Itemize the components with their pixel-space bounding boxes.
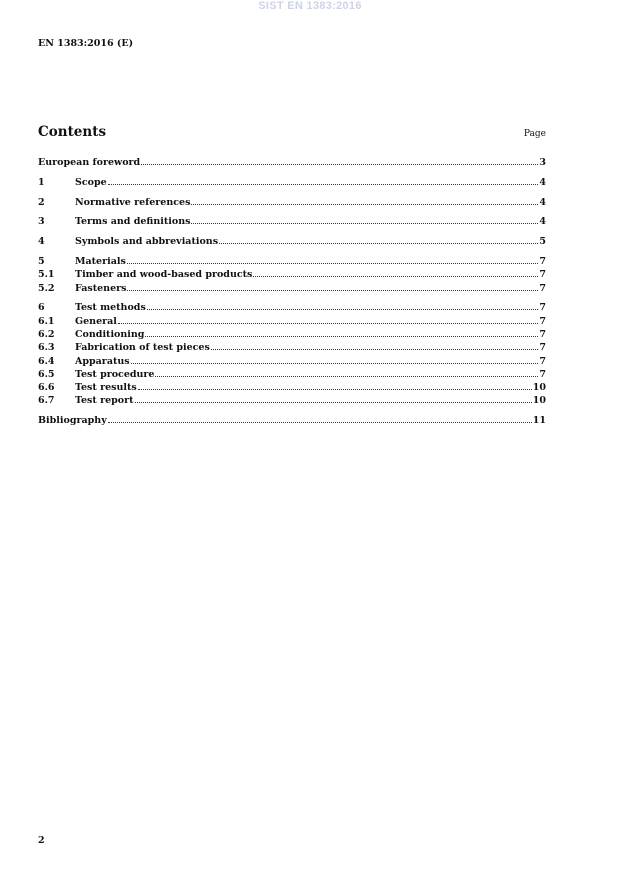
watermark: SIST EN 1383:2016 — [258, 0, 362, 12]
toc-entry-1[interactable] — [38, 176, 546, 189]
toc-entry-title: Terms and definitions — [75, 216, 191, 228]
toc-entry-6-5[interactable] — [38, 368, 546, 381]
toc-entry-number: 6.5 — [38, 368, 55, 380]
toc-entry-page: 4 — [539, 196, 546, 208]
toc-entry-6-6[interactable] — [38, 381, 546, 394]
toc-entry-number: 2 — [38, 196, 45, 208]
toc-entry-page: 7 — [539, 315, 546, 327]
toc-entry-4[interactable] — [38, 235, 546, 248]
toc-entry-foreword[interactable] — [38, 156, 546, 169]
dot-leader — [118, 322, 538, 324]
toc-entry-title: Symbols and abbreviations — [75, 236, 219, 248]
toc-entry-page: 7 — [539, 269, 546, 281]
toc-entry-title: Fasteners — [75, 282, 127, 294]
toc-entry-title: European foreword — [38, 157, 141, 168]
toc-entry-title: Bibliography — [38, 415, 107, 427]
dot-leader — [127, 262, 539, 264]
toc-entry-bibliography[interactable] — [38, 414, 546, 427]
toc-entry-page: 7 — [539, 342, 546, 354]
toc-entry-number: 6.7 — [38, 395, 55, 407]
toc-entry-title: Test procedure — [75, 368, 155, 380]
toc-entry-number: 5 — [38, 255, 45, 267]
dot-leader — [127, 289, 538, 291]
toc-entry-page: 7 — [539, 368, 546, 380]
toc-entry-2[interactable] — [38, 196, 546, 209]
dot-leader — [138, 388, 532, 390]
toc-entry-6-1[interactable] — [38, 315, 546, 328]
toc-entry-number: 5.1 — [38, 269, 55, 281]
table-of-contents — [38, 156, 546, 428]
toc-entry-3[interactable] — [38, 215, 546, 228]
toc-entry-title: Normative references — [75, 196, 191, 208]
toc-entry-number: 6 — [38, 302, 45, 314]
toc-entry-title: Test methods — [75, 302, 146, 314]
dot-leader — [108, 421, 532, 423]
dot-leader — [211, 348, 539, 350]
toc-entry-6-3[interactable] — [38, 341, 546, 354]
toc-entry-number: 5.2 — [38, 282, 55, 294]
toc-entry-page: 5 — [539, 236, 546, 248]
toc-entry-title: Test report — [75, 395, 134, 407]
contents-header — [38, 124, 546, 140]
toc-entry-number: 6.2 — [38, 328, 55, 340]
toc-entry-page: 7 — [539, 302, 546, 314]
toc-entry-page: 3 — [539, 157, 546, 168]
toc-entry-title: Timber and wood-based products — [75, 269, 253, 281]
dot-leader — [191, 203, 538, 205]
toc-entry-5[interactable] — [38, 255, 546, 268]
document-id: EN 1383:2016 (E) — [38, 38, 134, 49]
toc-entry-page: 4 — [539, 176, 546, 188]
toc-entry-page: 4 — [539, 216, 546, 228]
toc-entry-number: 6.4 — [38, 355, 55, 367]
toc-entry-6-4[interactable] — [38, 355, 546, 368]
toc-entry-page: 10 — [532, 395, 546, 407]
toc-entry-page: 7 — [539, 255, 546, 267]
toc-entry-6[interactable] — [38, 301, 546, 314]
toc-entry-number: 6.1 — [38, 315, 55, 327]
toc-entry-title: Conditioning — [75, 328, 145, 340]
toc-entry-number: 4 — [38, 236, 45, 248]
toc-entry-number: 1 — [38, 176, 45, 188]
toc-entry-title: Test results — [75, 382, 137, 394]
dot-leader — [145, 335, 538, 337]
toc-entry-title: Apparatus — [75, 355, 130, 367]
dot-leader — [131, 362, 539, 364]
toc-entry-page: 7 — [539, 282, 546, 294]
contents-title: Contents — [38, 124, 107, 140]
dot-leader — [191, 222, 538, 224]
dot-leader — [219, 242, 538, 244]
toc-entry-6-2[interactable] — [38, 328, 546, 341]
toc-entry-title: Fabrication of test pieces — [75, 342, 210, 354]
toc-entry-title: General — [75, 315, 117, 327]
toc-entry-6-7[interactable] — [38, 394, 546, 407]
toc-entry-5-1[interactable] — [38, 268, 546, 281]
page-number: 2 — [38, 835, 45, 846]
toc-entry-title: Scope — [75, 176, 107, 188]
dot-leader — [141, 163, 538, 165]
toc-entry-page: 7 — [539, 328, 546, 340]
toc-entry-title: Materials — [75, 255, 126, 267]
dot-leader — [147, 308, 539, 310]
toc-entry-number: 6.3 — [38, 342, 55, 354]
dot-leader — [155, 375, 538, 377]
dot-leader — [108, 183, 539, 185]
toc-entry-page: 10 — [532, 382, 546, 394]
toc-entry-page: 11 — [532, 415, 546, 427]
toc-entry-number: 3 — [38, 216, 45, 228]
toc-entry-5-2[interactable] — [38, 282, 546, 295]
toc-entry-number: 6.6 — [38, 382, 55, 394]
toc-entry-page: 7 — [539, 355, 546, 367]
dot-leader — [135, 401, 532, 403]
page-column-label: Page — [523, 129, 546, 139]
dot-leader — [253, 275, 538, 277]
